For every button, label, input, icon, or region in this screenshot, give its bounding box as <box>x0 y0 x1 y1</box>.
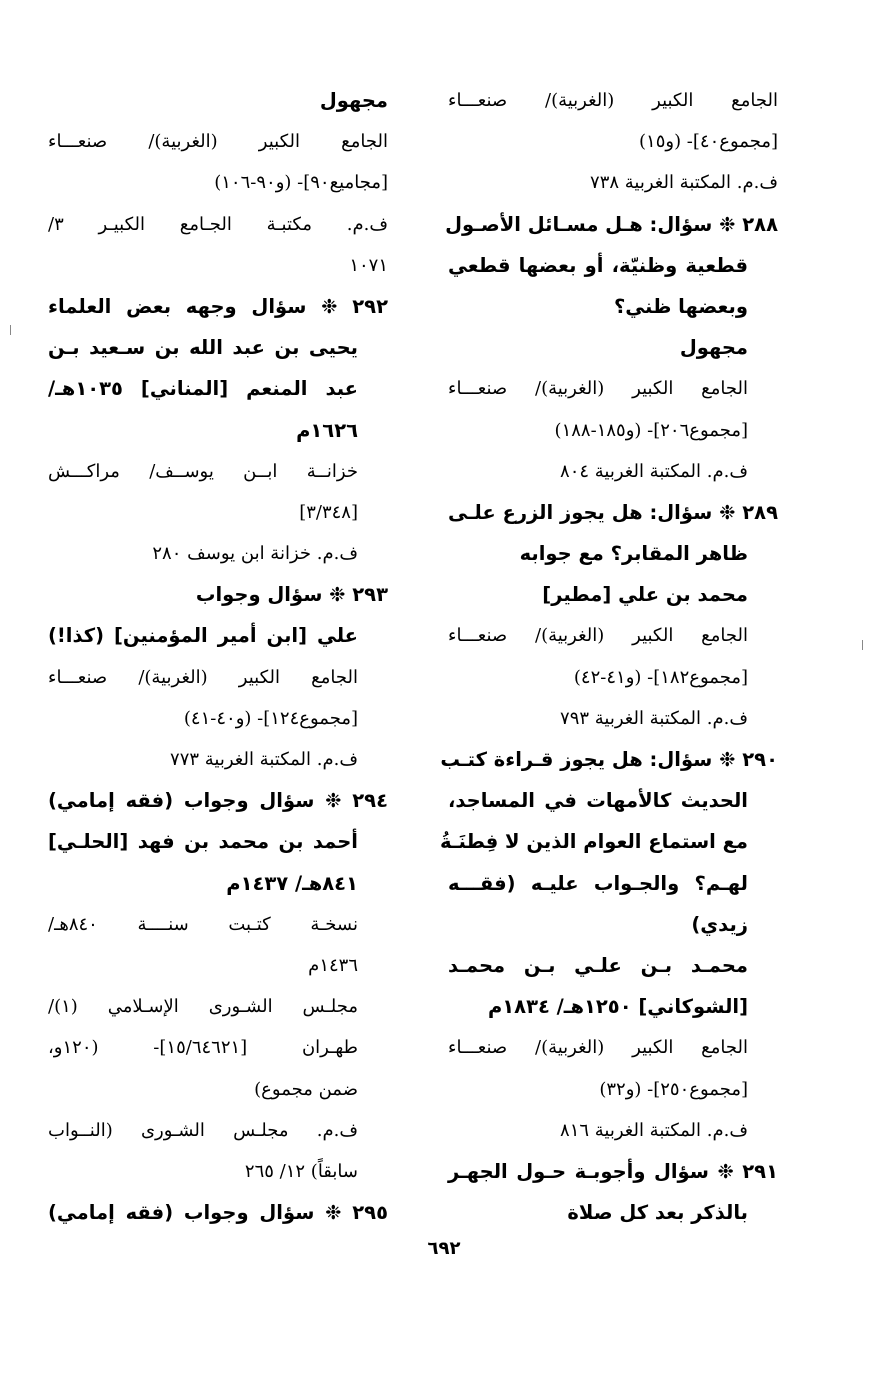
right-column-line: [مجموع٤٠]- (و١٥) <box>639 131 778 153</box>
left-column-line: الجامع الكبير (الغربية)/ صنعـــاء <box>48 131 388 153</box>
left-column-line: ٨٤١هـ/ ١٤٣٧م <box>226 871 358 895</box>
left-column-line: ٢٩٣ ❉ سؤال وجواب <box>195 583 388 607</box>
right-column-line: مع استماع العوام الذين لا فِطنَـةُ <box>440 830 748 854</box>
right-column-line: ٢٩٠ ❉ سؤال: هل يجوز قـراءة كتـب <box>440 748 778 771</box>
left-column-line: مجلـس الشـورى الإسـلامي (١)/ <box>48 996 358 1018</box>
left-column-line: مجهول <box>319 89 388 112</box>
right-column-line: [مجموع٢٥٠]- (و٣٢) <box>599 1078 748 1100</box>
right-column-line: وبعضها ظني؟ <box>613 294 748 318</box>
scan-mark <box>862 640 863 650</box>
left-column-line: الجامع الكبير (الغربية)/ صنعـــاء <box>48 666 358 688</box>
left-column-line: علي [ابن أمير المؤمنين] (كذا!) <box>48 624 358 648</box>
left-column-line: ف.م. مجلـس الشـورى (النــواب <box>48 1119 358 1141</box>
left-column-line: ف.م. خزانة ابن يوسف ٢٨٠ <box>152 543 358 565</box>
right-column-line: ٢٨٨ ❉ سؤال: هـل مسـائل الأصـول <box>445 212 778 236</box>
right-column-line: محمد بن علي [مطير] <box>542 583 748 607</box>
right-column-line: الجامع الكبير (الغربية)/ صنعـــاء <box>448 1037 748 1059</box>
left-column-line: ضمن مجموع) <box>254 1078 358 1100</box>
right-column-line: ف.م. المكتبة الغربية ٨٠٤ <box>560 460 748 482</box>
left-column-line: [مجموع١٢٤]- (و٤٠-٤١) <box>183 707 358 729</box>
right-column-line: الحديث كالأمهات في المساجد، <box>448 789 748 813</box>
left-column-line: ف.م. مكتبـة الجـامع الكبيـر ٣/ <box>48 213 388 235</box>
right-column-line: لهـم؟ والجـواب عليـه (فقـــه <box>448 871 748 895</box>
left-column-line: نسخـة كتـبت سنــــة ٨٤٠هـ/ <box>48 913 358 935</box>
right-column-line: ٢٩١ ❉ سؤال وأجوبـة حـول الجهـر <box>448 1159 778 1183</box>
right-column-line: محمـد بـن علـي بـن محمـد <box>448 953 748 977</box>
right-column-line: ظاهر المقابر؟ مع جوابه <box>519 542 748 566</box>
left-column-line: ١٤٣٦م <box>308 954 358 976</box>
right-column-line: بالذكر بعد كل صلاة <box>567 1201 748 1225</box>
right-column-line: الجامع الكبير (الغربية)/ صنعـــاء <box>448 625 748 647</box>
left-column-line: ١٦٢٦م <box>296 418 358 442</box>
right-column-line: [مجموع٢٠٦]- (و١٨٥-١٨٨) <box>554 419 748 441</box>
left-column <box>48 80 388 1233</box>
right-column <box>440 80 778 1233</box>
right-column-line: ف.م. المكتبة الغربية ٧٩٣ <box>560 707 748 729</box>
right-column-line: ف.م. المكتبة الغربية ٧٣٨ <box>590 172 778 194</box>
right-column-line: زيدي) <box>691 912 748 936</box>
left-column-line: خزانــة ابــن يوســف/ مراكـــش <box>48 460 358 482</box>
left-column-line: سابقاً) ١٢/ ٢٦٥ <box>244 1160 358 1182</box>
left-column-line: ٢٩٢ ❉ سؤال وجهه بعض العلماء <box>48 294 388 318</box>
right-column-line: ٢٨٩ ❉ سؤال: هل يجوز الزرع علـى <box>448 500 778 524</box>
left-column-line: ٢٩٥ ❉ سؤال وجواب (فقه إمامي) <box>48 1201 388 1225</box>
left-column-line: ٢٩٤ ❉ سؤال وجواب (فقه إمامي) <box>48 789 388 813</box>
right-column-line: الجامع الكبير (الغربية)/ صنعـــاء <box>448 90 778 111</box>
scan-mark <box>10 325 11 335</box>
left-column-line: طهـران [١٥/٦٤٦٢١]- (١٢٠و، <box>48 1037 358 1059</box>
left-column-line: ١٠٧١ <box>349 254 388 276</box>
left-column-line: عبد المنعم [المناني] ١٠٣٥هـ/ <box>48 377 358 401</box>
right-column-line: [مجموع١٨٢]- (و٤١-٤٢) <box>573 666 748 688</box>
left-column-line: أحمد بن محمد بن فهد [الحلـي] <box>48 830 358 854</box>
left-column-line: ف.م. المكتبة الغربية ٧٧٣ <box>170 749 358 770</box>
left-column-line: [مجاميع٩٠]- (و٩٠-١٠٦) <box>214 172 388 194</box>
left-column-line: [٣/٣٤٨] <box>299 501 358 523</box>
right-column-line: ف.م. المكتبة الغربية ٨١٦ <box>560 1119 748 1141</box>
page-number: ٦٩٢ <box>427 1238 461 1259</box>
right-column-line: الجامع الكبير (الغربية)/ صنعـــاء <box>448 378 748 400</box>
right-column-line: مجهول <box>679 336 748 360</box>
right-column-line: [الشوكاني] ١٢٥٠هـ/ ١٨٣٤م <box>487 995 748 1019</box>
right-column-line: قطعية وظنيّة، أو بعضها قطعي <box>448 253 748 277</box>
left-column-line: يحيى بن عبد الله بن سـعيد بـن <box>48 336 358 360</box>
